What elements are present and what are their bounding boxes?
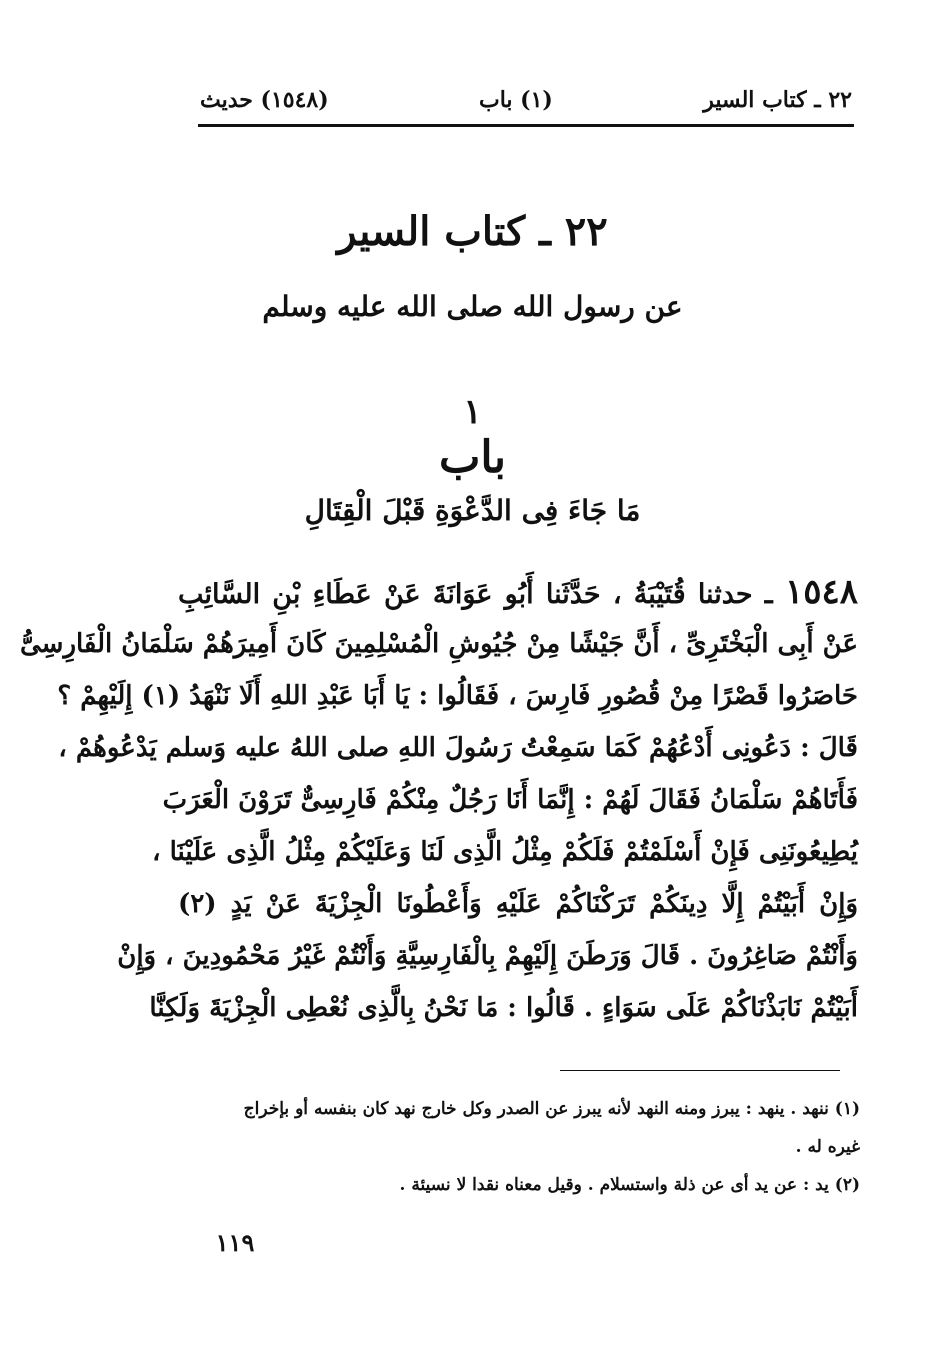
- chapter-number: ١: [463, 392, 482, 432]
- hadith-text: [20, 566, 858, 1034]
- footnotes: [180, 1090, 860, 1204]
- hadith-line: [178, 566, 858, 618]
- footnote: (٢) يد : عن يد أى عن ذلة واستسلام . وقيل معناه نقدا لا نسيئة .: [399, 1175, 860, 1195]
- hadith-line: أَبَيْتُمْ نَابَذْنَاكُمْ عَلَى سَوَاءٍ . قَالُوا : مَا نَحْنُ بِالَّذِى نُعْطِى الْجِزْيَةَ وَلَكِنَّا: [149, 993, 858, 1023]
- footnote: (١) ننهد . ينهد : يبرز ومنه النهد لأنه يبرز عن الصدر وكل خارج نهد كان بنفسه أو بإخراج: [243, 1099, 860, 1119]
- chapter-title: مَا جَاءَ فِى الدَّعْوَةِ قَبْلَ الْقِتَالِ: [304, 494, 641, 527]
- hadith-line: وَأَنْتُمْ صَاغِرُونَ . قَالَ وَرَطَنَ إِلَيْهِمْ بِالْفَارِسِيَّةِ وَأَنْتُمْ غَيْرُ مَحْمُودِينَ ، وَإِنْ: [117, 941, 858, 971]
- running-header-book: ٢٢ ـ كتاب السير: [703, 87, 852, 113]
- header-rule: [198, 124, 854, 127]
- hadith-line: فَأَتَاهُمْ سَلْمَانُ فَقَالَ لَهُمْ : إِنَّمَا أَنَا رَجُلٌ مِنْكُمْ فَارِسِىٌّ تَرَوْنَ الْعَرَبَ: [162, 785, 858, 815]
- book-subtitle: عن رسول الله صلى الله عليه وسلم: [262, 290, 683, 323]
- hadith-line-text: ـ حدثنا قُتَيْبَةُ ، حَدَّثَنا أَبُو عَوَانَةَ عَنْ عَطَاءِ بْنِ السَّائِبِ: [178, 579, 773, 610]
- running-header: [200, 80, 852, 120]
- hadith-line: عَنْ أَبِى الْبَخْتَرِىِّ ، أَنَّ جَيْشًا مِنْ جُيُوشِ الْمُسْلِمِينَ كَانَ أَمِيرَهُمْ سَلْمَانُ الْفَارِسِىُّ: [20, 629, 858, 659]
- chapter-heading: باب: [438, 432, 507, 483]
- page-number: ١١٩: [215, 1228, 255, 1257]
- footnote-rule: [560, 1070, 840, 1071]
- hadith-line: قَالَ : دَعُونِى أَدْعُهُمْ كَمَا سَمِعْتُ رَسُولَ اللهِ صلى اللهُ عليه وَسلم يَدْعُوهُمْ ،: [58, 733, 858, 763]
- running-header-chapter: (١) باب: [478, 87, 553, 113]
- hadith-line: يُطِيعُونَنِى فَإِنْ أَسْلَمْتُمْ فَلَكُمْ مِثْلُ الَّذِى لَنَا وَعَلَيْكُمْ مِثْلُ الَّذِى عَلَيْنَا ،: [152, 837, 858, 867]
- hadith-line: حَاصَرُوا قَصْرًا مِنْ قُصُورِ فَارِسَ ، فَقَالُوا : يَا أَبَا عَبْدِ اللهِ أَلَا نَنْهَدُ (١) إِلَيْهِمْ ؟: [57, 681, 858, 711]
- hadith-number: ١٥٤٨: [784, 572, 858, 612]
- book-title: ٢٢ ـ كتاب السير: [337, 208, 608, 255]
- running-header-hadith: (١٥٤٨) حديث: [200, 87, 329, 113]
- hadith-line: وَإِنْ أَبَيْتُمْ إِلَّا دِينَكُمْ تَرَكْنَاكُمْ عَلَيْهِ وَأَعْطُونَا الْجِزْيَةَ عَنْ يَدٍ (٢): [178, 889, 858, 919]
- footnote-continuation: غيره له .: [795, 1137, 860, 1157]
